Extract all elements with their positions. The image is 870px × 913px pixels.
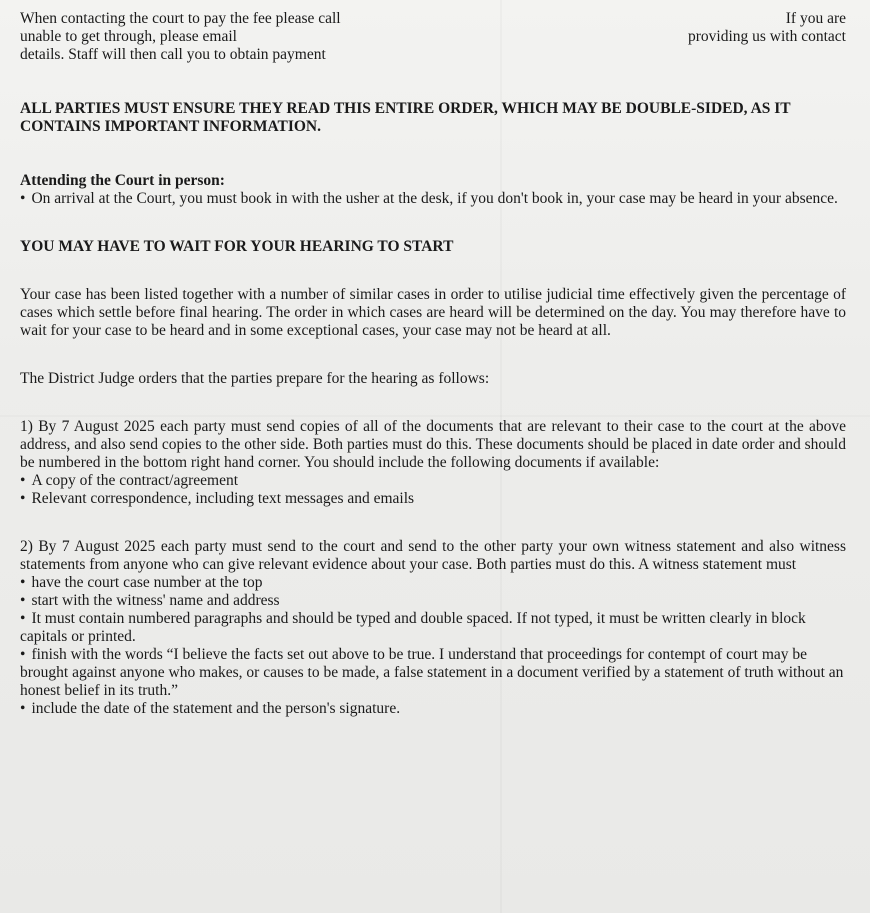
fee-notice-line: unable to get through, please email — [20, 28, 237, 45]
attending-heading: Attending the Court in person: — [20, 172, 225, 189]
attending-list — [20, 190, 846, 208]
wait-heading: YOU MAY HAVE TO WAIT FOR YOUR HEARING TO START — [20, 238, 454, 255]
list-item: • A copy of the contract/agreement — [20, 472, 846, 490]
read-entire-order-warning: ALL PARTIES MUST ENSURE THEY READ THIS ENTIRE ORDER, WHICH MAY BE DOUBLE-SIDED, AS IT CONTAINS IMPORTANT INFORMATION. — [20, 100, 791, 135]
list-item: • have the court case number at the top — [20, 574, 846, 592]
list-item: • start with the witness' name and address — [20, 592, 846, 610]
fee-notice-line: If you are — [785, 10, 846, 27]
order-2-list — [20, 574, 846, 718]
list-item: • include the date of the statement and the person's signature. — [20, 700, 846, 718]
list-item: • finish with the words “I believe the facts set out above to be true. I understand that proceedings for contempt of court may be brought against anyone who makes, or causes to be made, a false statement in a document verified by a statement of truth without an honest belief in its truth.” — [20, 646, 846, 700]
fee-notice-line: When contacting the court to pay the fee please call — [20, 10, 341, 27]
order-2-text: 2) By 7 August 2025 each party must send to the court and send to the other party your own witness statement and also witness statements from anyone who can give relevant evidence about your case. Both parties must do this. A witness statement must — [20, 538, 846, 573]
fee-notice — [20, 10, 846, 64]
judge-orders-intro: The District Judge orders that the parties prepare for the hearing as follows: — [20, 370, 490, 387]
order-1-list — [20, 472, 846, 508]
list-item: • It must contain numbered paragraphs and should be typed and double spaced. If not typed, it must be written clearly in block capitals or printed. — [20, 610, 846, 646]
list-item: • On arrival at the Court, you must book in with the usher at the desk, if you don't book in, your case may be heard in your absence. — [20, 190, 846, 208]
order-1-text: 1) By 7 August 2025 each party must send copies of all of the documents that are relevant to their case to the court at the above address, and also send copies to the other side. Both parties must do this. These documents should be placed in date order and should be numbered in the bottom right hand corner. You should include the following documents if available: — [20, 418, 846, 471]
fee-notice-line: providing us with contact — [688, 28, 846, 45]
fee-notice-left — [20, 10, 440, 64]
list-item: • Relevant correspondence, including text messages and emails — [20, 490, 846, 508]
fee-notice-line: details. Staff will then call you to obtain payment — [20, 46, 326, 63]
listing-paragraph: Your case has been listed together with a number of similar cases in order to utilise judicial time effectively given the percentage of cases which settle before final hearing. The order in which cases are heard will be determined on the day. You may therefore have to wait for your case to be heard and in some exceptional cases, your case may not be heard at all. — [20, 286, 846, 339]
fee-notice-right — [688, 10, 846, 46]
